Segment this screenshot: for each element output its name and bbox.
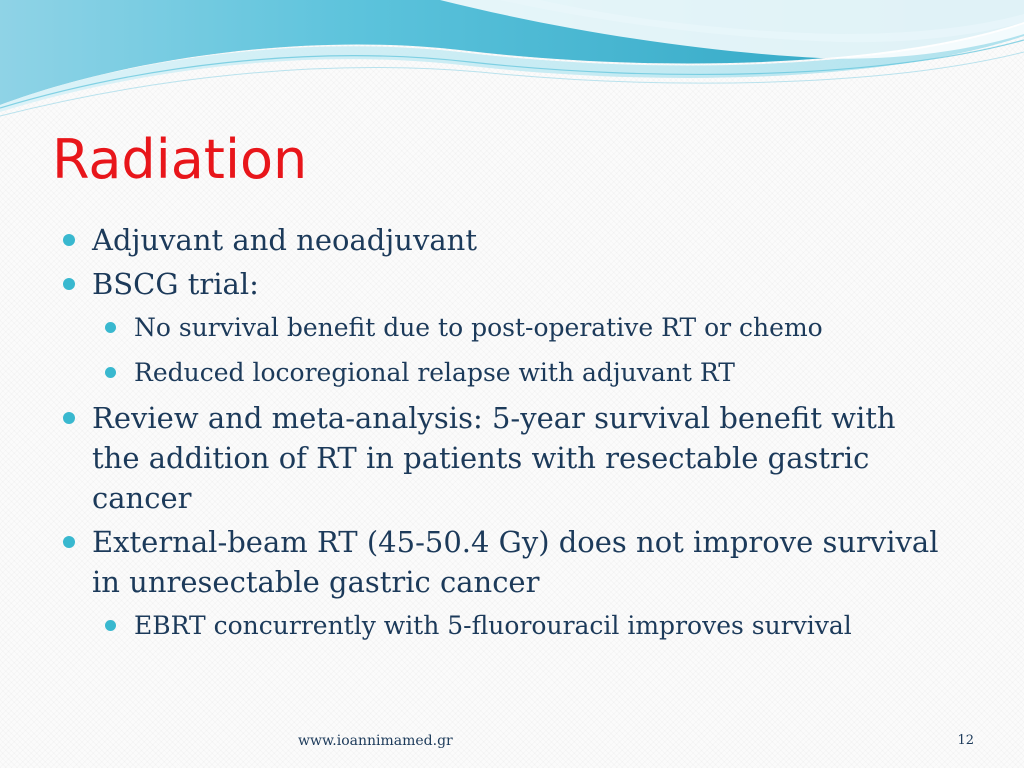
bullet-list bbox=[52, 220, 952, 651]
bullet-text: Review and meta-analysis: 5-year survival benefit with the addition of RT in patients with resectable gastric cancer bbox=[92, 401, 896, 515]
bullet-text: Reduced locoregional relapse with adjuvant RT bbox=[134, 358, 735, 387]
bullet-dot-icon bbox=[105, 367, 116, 378]
bullet-item-bscg-trial bbox=[52, 264, 952, 304]
bullet-item-meta-analysis bbox=[52, 398, 952, 518]
bullet-dot-icon bbox=[105, 620, 116, 631]
header-wave-decoration bbox=[0, 0, 1024, 130]
bullet-text: EBRT concurrently with 5-fluorouracil improves survival bbox=[134, 611, 852, 640]
slide-title: Radiation bbox=[52, 128, 308, 191]
bullet-dot-icon bbox=[63, 536, 75, 548]
footer-website: www.ioannimamed.gr bbox=[298, 733, 453, 749]
sub-bullet-item-no-survival-benefit bbox=[52, 308, 952, 348]
bullet-dot-icon bbox=[63, 412, 75, 424]
page-number: 12 bbox=[957, 733, 974, 748]
bullet-item-adjuvant bbox=[52, 220, 952, 260]
bullet-text: No survival benefit due to post-operative RT or chemo bbox=[134, 313, 823, 342]
bullet-item-external-beam bbox=[52, 522, 952, 602]
bullet-dot-icon bbox=[63, 278, 75, 290]
bullet-text: External-beam RT (45-50.4 Gy) does not improve survival in unresectable gastric cancer bbox=[92, 525, 939, 599]
sub-bullet-item-ebrt-5fu bbox=[52, 606, 952, 646]
bullet-dot-icon bbox=[105, 322, 116, 333]
bullet-text: Adjuvant and neoadjuvant bbox=[92, 223, 477, 257]
bullet-text: BSCG trial: bbox=[92, 267, 259, 301]
bullet-dot-icon bbox=[63, 234, 75, 246]
sub-bullet-item-reduced-relapse bbox=[52, 353, 952, 393]
